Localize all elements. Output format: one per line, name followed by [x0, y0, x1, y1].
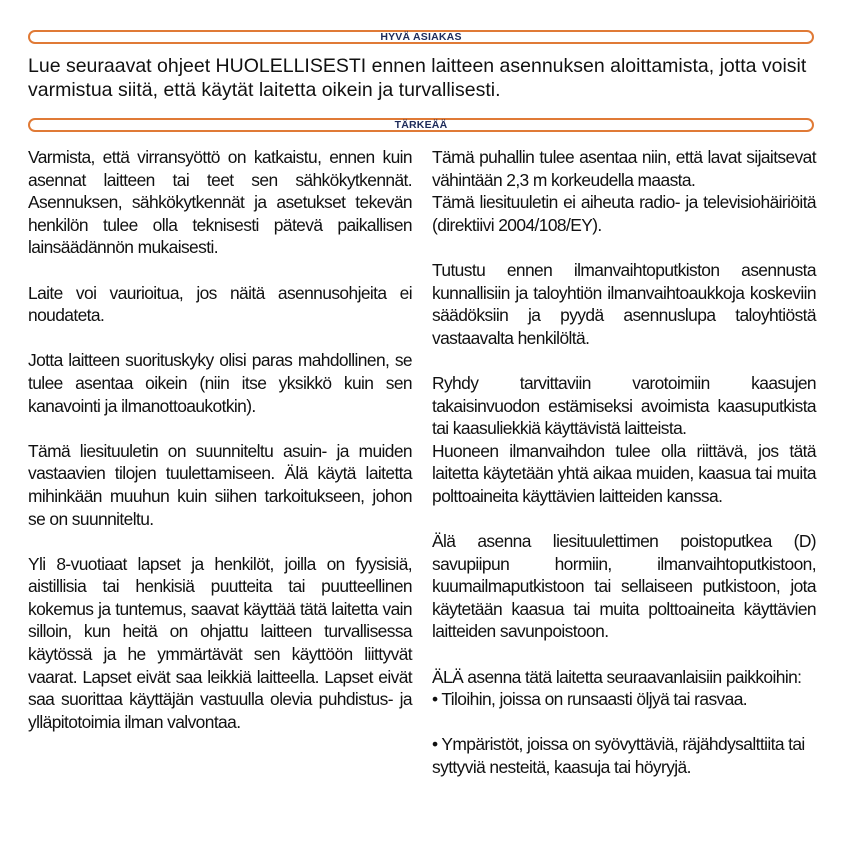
bullet-item: • Tiloihin, joissa on runsaasti öljyä tai rasvaa.: [432, 689, 748, 710]
section-banner-important: [28, 118, 814, 132]
paragraph: ÄLÄ asenna tätä laitetta seuraavanlaisiin paikkoihin:: [432, 666, 802, 687]
paragraph: Varmista, että virransyöttö on katkaistu, ennen kuin asennat laitteen tai teet sen sähkökytkennät. Asennuksen, sähkökytkennät ja asetukset tekevän henkilön tulee olla teknisesti pätevä paikallisen lainsäädännön mukaisesti.: [28, 147, 412, 258]
paragraph: Tämä liesituuletin on suunniteltu asuin- ja muiden vastaavien tilojen tuulettamiseen. Älä käytä laitetta mihinkään muuhun kuin siihen tarkoitukseen, johon se on suunniteltu.: [28, 440, 412, 529]
paragraph: Yli 8-vuotiaat lapset ja henkilöt, joilla on fyysisiä, aistillisia tai henkisiä puutteita tai puutteellinen kokemus ja tuntemus, saavat käyttää tätä laitetta vain silloin, kun heitä on ohjattu laitteen turvallisessa käytössä ja he ymmärtävät sen käyttöön liittyvät vaarat. Lapset eivät saa leikkiä laitteella. Lapset eivät saa suorittaa käyttäjän vastuulla olevia puhdistus- ja ylläpitotoimia ilman valvontaa.: [28, 553, 412, 732]
banner-title: HYVÄ ASIAKAS: [380, 31, 462, 43]
paragraph: Jotta laitteen suorituskyky olisi paras mahdollinen, se tulee asentaa oikein (niin itse yksikkö kuin sen kanavointi ja ilmanottoaukotkin).: [28, 350, 412, 416]
paragraph: Tutustu ennen ilmanvaihtoputkiston asennusta kunnallisiin ja taloyhtiön ilmanvaihtoaukkoja koskeviin säädöksiin ja pyydä asennuslupa taloyhtiöstä vastaavalta henkilöltä.: [432, 259, 816, 348]
left-column: [28, 146, 412, 733]
paragraph: Tämä liesituuletin ei aiheuta radio- ja televisiohäiriöitä (direktiivi 2004/108/EY).: [432, 192, 816, 235]
paragraph: Älä asenna liesituulettimen poistoputkea (D) savupiipun hormiin, ilmanvaihtoputkistoon, kuumailmaputkistoon tai sellaiseen putkistoon, jota käytetään kaasua tai muita polttoaineita käyttävien laitteiden savunpoistoon.: [432, 531, 816, 642]
banner-title: TÄRKEÄÄ: [394, 119, 448, 131]
paragraph: Laite voi vaurioitua, jos näitä asennusohjeita ei noudateta.: [28, 282, 412, 326]
right-column: [432, 146, 816, 801]
paragraph: Ryhdy tarvittaviin varotoimiin kaasujen takaisinvuodon estämiseksi avoimista kaasuputkista tai kaasuliekkiä käyttävistä laitteista.: [432, 372, 816, 439]
section-banner-customer: [28, 30, 814, 44]
paragraph: Huoneen ilmanvaihdon tulee olla riittävä, jos tätä laitetta käytetään yhtä aikaa muiden, kaasua tai muita polttoaineita käyttävien laitteiden kanssa.: [432, 440, 816, 506]
bullet-item: • Ympäristöt, joissa on syövyttäviä, räjähdysalttiita tai syttyviä nesteitä, kaasuja tai höyryjä.: [432, 734, 805, 778]
paragraph: Tämä puhallin tulee asentaa niin, että lavat sijaitsevat vähintään 2,3 m korkeudella maasta.: [432, 147, 816, 190]
intro-text: Lue seuraavat ohjeet HUOLELLISESTI ennen laitteen asennuksen aloittamista, jotta voisit varmistua siitä, että käytät laitetta oikein ja turvallisesti.: [28, 55, 807, 101]
